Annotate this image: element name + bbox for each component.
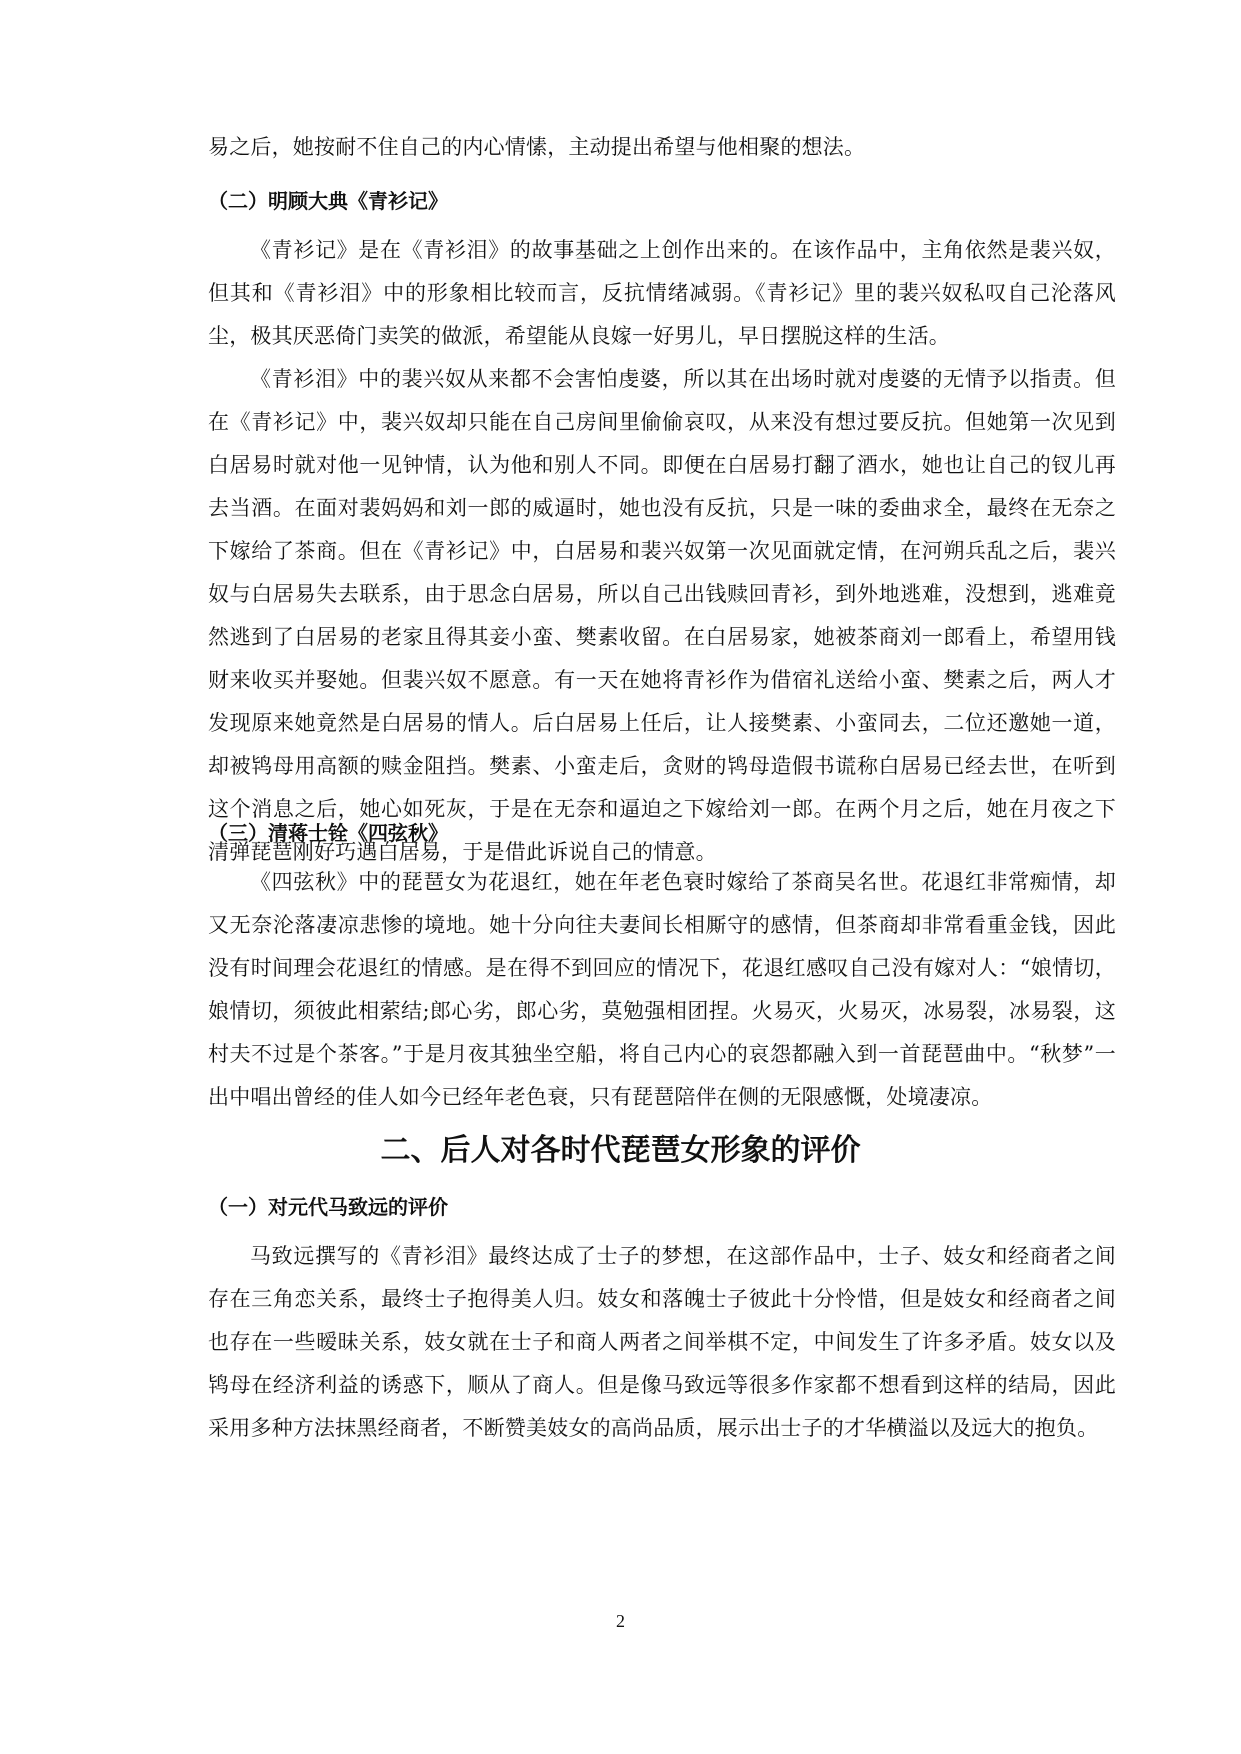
paragraph-ma-zhiyuan-evaluation: 马致远撰写的《青衫泪》最终达成了士子的梦想，在这部作品中，士子、妓女和经商者之间存在三角恋关系，最终士子抱得美人归。妓女和落魄士子彼此十分怜惜，但是妓女和经商者之间也存在一些暧昧关系，妓女就在士子和商人两者之间举棋不定，中间发生了许多矛盾。妓女以及鸨母在经济利益的诱惑下，顺从了商人。但是像马致远等很多作家都不想看到这样的结局，因此采用多种方法抹黑经商者，不断赞美妓女的高尚品质，展示出士子的才华横溢以及远大的抱负。 bbox=[208, 1244, 1116, 1440]
section-title: 二、后人对各时代琵琶女形象的评价 bbox=[380, 1133, 861, 1168]
continuation-paragraph: 易之后，她按耐不住自己的内心情愫，主动提出希望与他相聚的想法。 bbox=[208, 135, 866, 159]
paragraph-sixianqiu: 《四弦秋》中的琵琶女为花退红，她在年老色衰时嫁给了茶商吴名世。花退红非常痴情，却又无奈沦落凄凉悲惨的境地。她十分向往夫妻间长相厮守的感情，但茶商却非常看重金钱，因此没有时间理会花退红的情感。是在得不到回应的情况下，花退红感叹自己没有嫁对人：“娘情切，娘情切，须彼此相萦结;郎心劣，郎心劣，莫勉强相团捏。火易灭，火易灭，冰易裂，冰易裂，这村夫不过是个茶客。”于是月夜其独坐空船，将自己内心的哀怨都融入到一首琵琶曲中。“秋梦”一出中唱出曾经的佳人如今已经年老色衰，只有琵琶陪伴在侧的无限感慨，处境凄凉。 bbox=[208, 870, 1116, 1109]
subsection-heading-2: （二）明顾大典《青衫记》 bbox=[208, 189, 448, 213]
subsection-heading-3: （三）清蒋士铨《四弦秋》 bbox=[208, 821, 448, 845]
paragraph-qingshanji-intro: 《青衫记》是在《青衫泪》的故事基础之上创作出来的。在该作品中，主角依然是裴兴奴，但其和《青衫泪》中的形象相比较而言，反抗情绪减弱。《青衫记》里的裴兴奴私叹自己沦落风尘，极其厌恶倚门卖笑的做派，希望能从良嫁一好男儿，早日摆脱这样的生活。 bbox=[208, 238, 1116, 348]
section-subheading-1: （一）对元代马致远的评价 bbox=[208, 1195, 448, 1219]
paragraph-qingshanji-comparison: 《青衫泪》中的裴兴奴从来都不会害怕虔婆，所以其在出场时就对虔婆的无情予以指责。但在《青衫记》中，裴兴奴却只能在自己房间里偷偷哀叹，从来没有想过要反抗。但她第一次见到白居易时就对他一见钟情，认为他和别人不同。即便在白居易打翻了酒水，她也让自己的钗儿再去当酒。在面对裴妈妈和刘一郎的威逼时，她也没有反抗，只是一味的委曲求全，最终在无奈之下嫁给了茶商。但在《青衫记》中，白居易和裴兴奴第一次见面就定情，在河朔兵乱之后，裴兴奴与白居易失去联系，由于思念白居易，所以自己出钱赎回青衫，到外地逃难，没想到，逃难竟然逃到了白居易的老家且得其妾小蛮、樊素收留。在白居易家，她被茶商刘一郎看上，希望用钱财来收买并娶她。但裴兴奴不愿意。有一天在她将青衫作为借宿礼送给小蛮、樊素之后，两人才发现原来她竟然是白居易的情人。后白居易上任后，让人接樊素、小蛮同去，二位还邀她一道，却被鸨母用高额的赎金阻挡。樊素、小蛮走后，贪财的鸨母造假书谎称白居易已经去世，在听到这个消息之后，她心如死灰，于是在无奈和逼迫之下嫁给刘一郎。在两个月之后，她在月夜之下清弹琵琶刚好巧遇白居易，于是借此诉说自己的情意。 bbox=[208, 367, 1116, 864]
page-number: 2 bbox=[616, 1611, 625, 1631]
